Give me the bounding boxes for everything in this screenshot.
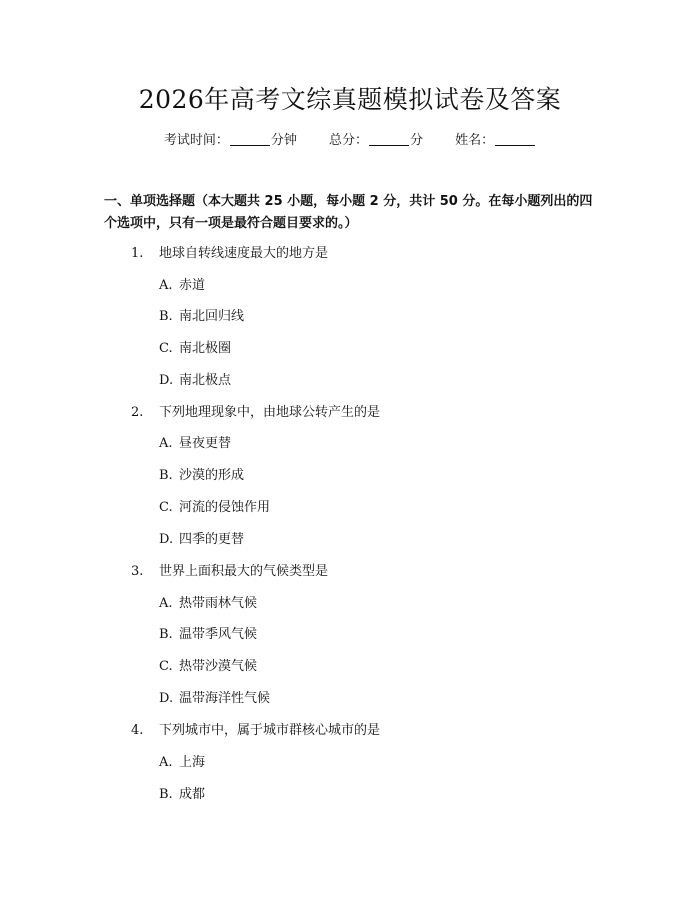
option-letter: C. [159, 659, 173, 674]
student-name-label: 姓名： [455, 133, 495, 148]
option-4a [159, 753, 205, 773]
option-letter: A. [159, 436, 173, 451]
question-text: 世界上面积最大的气候类型是 [159, 564, 329, 579]
option-text: 四季的更替 [179, 532, 245, 547]
question-2 [131, 403, 380, 423]
option-text: 上海 [179, 755, 206, 770]
option-text: 温带海洋性气候 [179, 691, 271, 706]
total-score-label: 总分： [328, 133, 368, 148]
option-letter: B. [159, 468, 173, 483]
total-score-unit: 分 [410, 133, 424, 148]
option-4b [159, 785, 205, 805]
option-text: 沙漠的形成 [179, 468, 245, 483]
question-text: 下列城市中，属于城市群核心城市的是 [159, 723, 381, 738]
exam-time-label: 考试时间： [163, 133, 229, 148]
exam-time-unit: 分钟 [270, 133, 297, 148]
option-text: 南北极点 [179, 373, 232, 388]
option-2d [159, 530, 244, 550]
option-text: 成都 [179, 787, 206, 802]
question-number: 4. [131, 723, 144, 738]
option-1c [159, 339, 231, 359]
question-text: 下列地理现象中，由地球公转产生的是 [159, 405, 381, 420]
option-letter: D. [159, 691, 174, 706]
total-score-field [329, 131, 423, 151]
option-1d [159, 371, 231, 391]
question-number: 3. [131, 564, 144, 579]
option-letter: A. [159, 278, 173, 293]
option-letter: A. [159, 755, 173, 770]
option-text: 热带雨林气候 [179, 596, 258, 611]
option-text: 南北极圈 [179, 341, 232, 356]
question-number: 2. [131, 405, 144, 420]
question-1 [131, 244, 328, 264]
question-3 [131, 562, 328, 582]
option-letter: B. [159, 787, 173, 802]
option-text: 温带季风气候 [179, 627, 258, 642]
option-text: 南北回归线 [179, 309, 245, 324]
question-4 [131, 721, 380, 741]
section-heading: 一、单项选择题（本大题共 25 小题，每小题 2 分，共计 50 分。在每小题列出的四个选项中，只有一项是最符合题目要求的。） [104, 194, 593, 231]
exam-time-blank [230, 131, 270, 146]
page-title: 2026年高考文综真题模拟试卷及答案 [138, 85, 562, 114]
option-letter: B. [159, 309, 173, 324]
exam-time-field [164, 131, 297, 151]
option-letter: C. [159, 341, 173, 356]
student-name-blank [495, 131, 535, 146]
option-3c [159, 657, 257, 677]
option-text: 河流的侵蚀作用 [179, 500, 271, 515]
option-1b [159, 307, 244, 327]
option-letter: D. [159, 373, 174, 388]
option-text: 赤道 [179, 278, 206, 293]
option-3d [159, 689, 270, 709]
option-letter: D. [159, 532, 174, 547]
option-2b [159, 466, 244, 486]
option-3a [159, 594, 257, 614]
option-2c [159, 498, 270, 518]
option-letter: B. [159, 627, 173, 642]
option-text: 热带沙漠气候 [179, 659, 258, 674]
option-1a [159, 276, 205, 296]
option-3b [159, 625, 257, 645]
total-score-blank [369, 131, 409, 146]
question-text: 地球自转线速度最大的地方是 [159, 246, 329, 261]
option-2a [159, 434, 231, 454]
option-text: 昼夜更替 [179, 436, 232, 451]
option-letter: C. [159, 500, 173, 515]
question-number: 1. [131, 246, 144, 261]
exam-meta [0, 131, 700, 151]
student-name-field [455, 131, 536, 151]
option-letter: A. [159, 596, 173, 611]
